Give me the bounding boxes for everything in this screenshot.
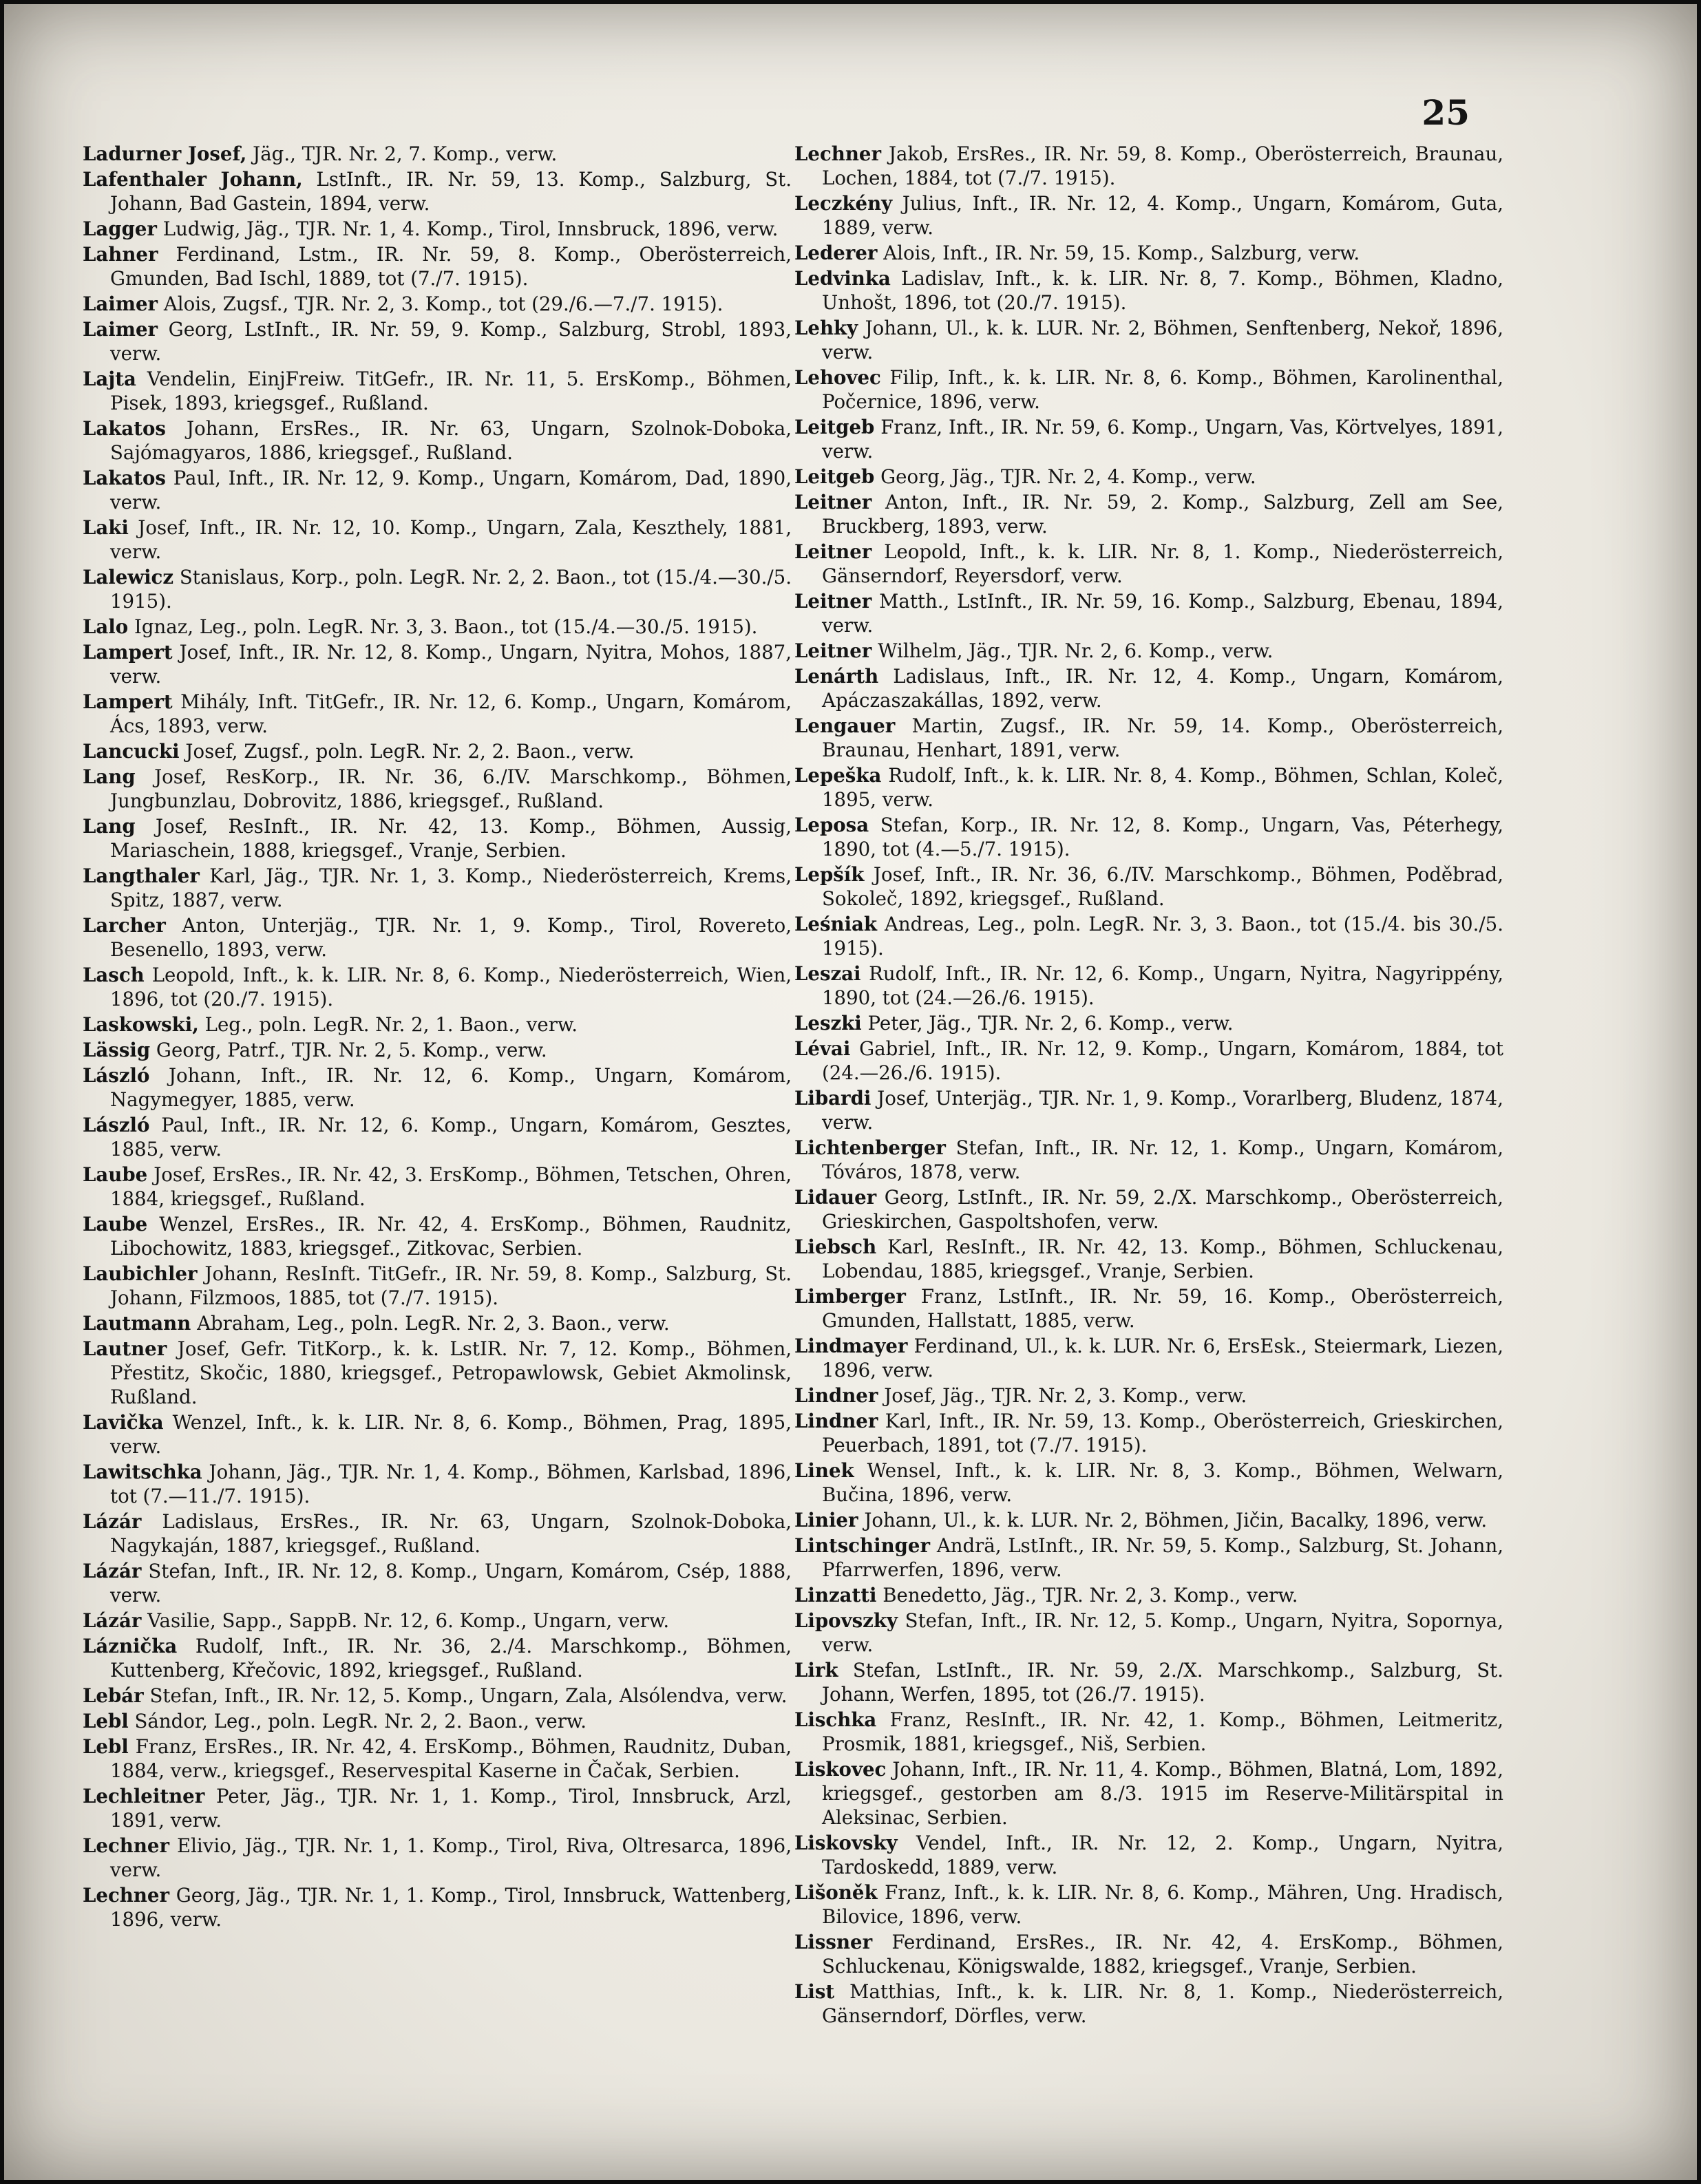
list-entry [794, 1235, 1503, 1283]
list-entry [83, 466, 792, 514]
entry-details: Josef, Inft., IR. Nr. 12, 10. Komp., Ungarn, Zala, Keszthely, 1881, verw. [110, 516, 792, 563]
list-entry [83, 292, 792, 316]
list-entry [83, 142, 792, 166]
list-entry [794, 1658, 1503, 1706]
left-column [83, 142, 792, 1933]
entry-details: Filip, Inft., k. k. LIR. Nr. 8, 6. Komp., Böhmen, Karolinenthal, Počernice, 1896, verw. [822, 366, 1503, 413]
list-entry [83, 963, 792, 1011]
list-entry [794, 1383, 1503, 1408]
list-entry [83, 615, 792, 639]
list-entry [794, 1284, 1503, 1333]
list-entry [83, 1559, 792, 1607]
entry-details: Johann, ErsRes., IR. Nr. 63, Ungarn, Szolnok-Doboka, Sajómagyaros, 1886, kriegsgef., Rußland. [110, 417, 792, 464]
list-entry [83, 1634, 792, 1682]
list-entry [83, 1684, 792, 1708]
entry-details: Rudolf, Inft., k. k. LIR. Nr. 8, 4. Komp., Böhmen, Schlan, Koleč, 1895, verw. [822, 764, 1503, 811]
entry-details: Benedetto, Jäg., TJR. Nr. 2, 3. Komp., verw. [883, 1584, 1298, 1607]
list-entry [83, 1038, 792, 1062]
entry-details: Franz, ErsRes., IR. Nr. 42, 4. ErsKomp., Böhmen, Raudnitz, Duban, 1884, verw., kriegsgef., Reservespital Kaserne in Čačak, Serbien. [110, 1735, 792, 1782]
list-entry [83, 739, 792, 763]
entry-surname: László [83, 1064, 150, 1087]
entry-surname: Limberger [794, 1285, 906, 1308]
list-entry [83, 1311, 792, 1335]
entry-surname: Lebl [83, 1710, 129, 1732]
entry-surname: Linek [794, 1459, 854, 1482]
entry-surname: Leczkény [794, 192, 893, 215]
entry-details: Stanislaus, Korp., poln. LegR. Nr. 2, 2. Baon., tot (15./4.—30./5. 1915). [110, 566, 792, 613]
entry-details: Alois, Zugsf., TJR. Nr. 2, 3. Komp., tot (29./6.—7./7. 1915). [163, 293, 723, 315]
entry-details: Stefan, Inft., IR. Nr. 12, 5. Komp., Ungarn, Zala, Alsólendva, verw. [149, 1684, 788, 1707]
entry-details: Jäg., TJR. Nr. 2, 7. Komp., verw. [253, 142, 558, 165]
entry-details: Wensel, Inft., k. k. LIR. Nr. 8, 3. Komp., Böhmen, Welwarn, Bučina, 1896, verw. [822, 1459, 1503, 1506]
list-entry [794, 763, 1503, 812]
list-entry [794, 316, 1503, 364]
entry-details: Vendel, Inft., IR. Nr. 12, 2. Komp., Ungarn, Nyitra, Tardoskedd, 1889, verw. [822, 1832, 1503, 1878]
list-entry [83, 913, 792, 962]
entry-details: Leg., poln. LegR. Nr. 2, 1. Baon., verw. [204, 1013, 578, 1036]
entry-details: Stefan, Inft., IR. Nr. 12, 5. Komp., Ungarn, Nyitra, Sopornya, verw. [822, 1609, 1503, 1656]
entry-details: Josef, ResInft., IR. Nr. 42, 13. Komp., Böhmen, Aussig, Mariaschein, 1888, kriegsgef., Vranje, Serbien. [110, 815, 792, 862]
entry-details: Josef, ResKorp., IR. Nr. 36, 6./IV. Marschkomp., Böhmen, Jungbunzlau, Dobrovitz, 1886, kriegsgef., Rußland. [110, 765, 792, 812]
entry-details: Franz, Inft., k. k. LIR. Nr. 8, 6. Komp., Mähren, Ung. Hradisch, Bilovice, 1896, verw. [822, 1881, 1503, 1928]
list-entry [794, 714, 1503, 762]
entry-details: Josef, Unterjäg., TJR. Nr. 1, 9. Komp., Vorarlberg, Bludenz, 1874, verw. [822, 1087, 1503, 1134]
list-entry [83, 765, 792, 813]
list-entry [794, 1757, 1503, 1830]
list-entry [794, 540, 1503, 588]
entry-details: Wilhelm, Jäg., TJR. Nr. 2, 6. Komp., verw. [878, 639, 1274, 662]
entry-details: Leopold, Inft., k. k. LIR. Nr. 8, 1. Komp., Niederösterreich, Gänserndorf, Reyersdorf, verw. [822, 540, 1503, 587]
list-entry [794, 1708, 1503, 1756]
entry-surname: Lichtenberger [794, 1136, 946, 1159]
entry-details: Wenzel, Inft., k. k. LIR. Nr. 8, 6. Komp., Böhmen, Prag, 1895, verw. [110, 1411, 792, 1458]
list-entry [794, 142, 1503, 190]
entry-surname: Laube [83, 1213, 148, 1236]
entry-details: Stefan, Korp., IR. Nr. 12, 8. Komp., Ungarn, Vas, Péterhegy, 1890, tot (4.—5./7. 1915). [822, 814, 1503, 860]
entry-surname: Leitgeb [794, 465, 875, 488]
entry-surname: Lengauer [794, 714, 896, 737]
list-entry [794, 862, 1503, 911]
entry-details: Wenzel, ErsRes., IR. Nr. 42, 4. ErsKomp., Böhmen, Raudnitz, Libochowitz, 1883, kriegsgef., Zitkovac, Serbien. [110, 1213, 792, 1260]
entry-details: Georg, Patrf., TJR. Nr. 2, 5. Komp., verw. [156, 1039, 547, 1061]
entry-surname: Laki [83, 516, 129, 539]
entry-details: Peter, Jäg., TJR. Nr. 2, 6. Komp., verw. [867, 1012, 1234, 1035]
entry-details: Josef, Gefr. TitKorp., k. k. LstIR. Nr. 7, 12. Komp., Böhmen, Přestitz, Skočic, 1880, kriegsgef., Petropawlowsk, Gebiet Akmolinsk, Rußland. [110, 1337, 792, 1408]
entry-surname: Laube [83, 1163, 148, 1186]
entry-surname: Lindner [794, 1410, 878, 1432]
entry-surname: Liskovec [794, 1758, 887, 1781]
list-entry [794, 664, 1503, 712]
list-entry [794, 639, 1503, 663]
entry-details: Johann, Inft., IR. Nr. 11, 4. Komp., Böhmen, Blatná, Lom, 1892, kriegsgef., gestorben am 8./3. 1915 im Reserve-Militärspital in Aleksinac, Serbien. [822, 1758, 1503, 1829]
entry-surname: Linier [794, 1509, 858, 1531]
list-entry [83, 1337, 792, 1409]
list-entry [794, 962, 1503, 1010]
list-entry [794, 1831, 1503, 1879]
entry-details: LstInft., IR. Nr. 59, 13. Komp., Salzburg, St. Johann, Bad Gastein, 1894, verw. [110, 168, 792, 215]
entry-surname: Lalo [83, 615, 129, 638]
entry-surname: List [794, 1980, 835, 2003]
entry-surname: Laskowski, [83, 1013, 199, 1036]
entry-details: Abraham, Leg., poln. LegR. Nr. 2, 3. Baon., verw. [197, 1312, 670, 1335]
entry-surname: Leitner [794, 590, 872, 613]
entry-surname: Larcher [83, 914, 166, 937]
entry-surname: Leitner [794, 639, 872, 662]
list-entry [83, 1709, 792, 1733]
list-entry [794, 1508, 1503, 1532]
list-entry [794, 912, 1503, 960]
entry-details: Sándor, Leg., poln. LegR. Nr. 2, 2. Baon., verw. [134, 1710, 587, 1732]
entry-surname: Lancucki [83, 740, 180, 763]
entry-details: Stefan, Inft., IR. Nr. 12, 8. Komp., Ungarn, Komárom, Csép, 1888, verw. [110, 1560, 792, 1607]
entry-surname: Leposa [794, 814, 869, 836]
entry-surname: Lischka [794, 1708, 877, 1731]
entry-surname: Lakatos [83, 417, 166, 440]
entry-surname: Liskovsky [794, 1832, 898, 1854]
entry-surname: Lechner [794, 142, 881, 165]
entry-surname: Leśniak [794, 913, 878, 935]
list-entry [794, 266, 1503, 315]
entry-details: Ferdinand, ErsRes., IR. Nr. 42, 4. ErsKomp., Böhmen, Schluckenau, Königswalde, 1882, kriegsgef., Vranje, Serbien. [822, 1931, 1503, 1978]
entry-details: Julius, Inft., IR. Nr. 12, 4. Komp., Ungarn, Komárom, Guta, 1889, verw. [822, 192, 1503, 239]
list-entry [83, 367, 792, 415]
entry-details: Georg, Jäg., TJR. Nr. 2, 4. Komp., verw. [880, 465, 1256, 488]
list-entry [83, 1609, 792, 1633]
entry-details: Josef, Zugsf., poln. LegR. Nr. 2, 2. Baon., verw. [185, 740, 635, 763]
entry-surname: Lehovec [794, 366, 881, 389]
entry-surname: Ladurner Josef, [83, 142, 247, 165]
list-entry [83, 1113, 792, 1161]
list-entry [83, 1735, 792, 1783]
list-entry [794, 1136, 1503, 1184]
list-entry [83, 1163, 792, 1211]
entry-surname: Leitgeb [794, 416, 875, 438]
list-entry [83, 1883, 792, 1931]
entry-details: Ladislav, Inft., k. k. LIR. Nr. 8, 7. Komp., Böhmen, Kladno, Unhošt, 1896, tot (20./7. 1915). [822, 267, 1503, 314]
entry-surname: Laimer [83, 318, 158, 341]
entry-details: Ladislaus, Inft., IR. Nr. 12, 4. Komp., Ungarn, Komárom, Apáczaszakállas, 1892, verw. [822, 665, 1503, 712]
entry-details: Vasilie, Sapp., SappB. Nr. 12, 6. Komp., Ungarn, verw. [147, 1609, 670, 1632]
entry-details: Paul, Inft., IR. Nr. 12, 9. Komp., Ungarn, Komárom, Dad, 1890, verw. [110, 467, 792, 513]
list-entry [83, 1262, 792, 1310]
entry-details: Paul, Inft., IR. Nr. 12, 6. Komp., Ungarn, Komárom, Gesztes, 1885, verw. [110, 1114, 792, 1160]
entry-details: Leopold, Inft., k. k. LIR. Nr. 8, 6. Komp., Niederösterreich, Wien, 1896, tot (20./7. 1915). [110, 964, 792, 1010]
entry-surname: Laubichler [83, 1262, 198, 1285]
entry-details: Karl, Inft., IR. Nr. 59, 13. Komp., Oberösterreich, Grieskirchen, Peuerbach, 1891, tot (7./7. 1915). [822, 1410, 1503, 1456]
entry-surname: Lenárth [794, 665, 879, 688]
entry-details: Franz, Inft., IR. Nr. 59, 6. Komp., Ungarn, Vas, Körtvelyes, 1891, verw. [822, 416, 1503, 463]
entry-surname: Lässig [83, 1039, 151, 1061]
list-entry [794, 1609, 1503, 1657]
list-entry [794, 1011, 1503, 1035]
list-entry [83, 317, 792, 365]
entry-surname: Lévai [794, 1037, 851, 1060]
entry-surname: Lang [83, 765, 136, 788]
list-entry [83, 167, 792, 215]
list-entry [794, 1534, 1503, 1582]
entry-surname: Langthaler [83, 865, 200, 887]
entry-surname: Lišoněk [794, 1881, 878, 1904]
entry-surname: Lalewicz [83, 566, 174, 589]
entry-details: Rudolf, Inft., IR. Nr. 12, 6. Komp., Ungarn, Nyitra, Nagyrippény, 1890, tot (24.—26./6. 1915). [822, 962, 1503, 1009]
entry-surname: Lepeška [794, 764, 882, 787]
list-entry [83, 516, 792, 564]
entry-details: Rudolf, Inft., IR. Nr. 36, 2./4. Marschkomp., Böhmen, Kuttenberg, Křečovic, 1892, kriegsgef., Rußland. [110, 1635, 792, 1682]
entry-surname: Leszai [794, 962, 861, 985]
entry-surname: Lidauer [794, 1186, 877, 1209]
entry-details: Georg, Jäg., TJR. Nr. 1, 1. Komp., Tirol, Innsbruck, Wattenberg, 1896, verw. [110, 1884, 792, 1931]
entry-details: Josef, ErsRes., IR. Nr. 42, 3. ErsKomp., Böhmen, Tetschen, Ohren, 1884, kriegsgef., Rußland. [110, 1163, 792, 1210]
list-entry [794, 813, 1503, 861]
entry-details: Jakob, ErsRes., IR. Nr. 59, 8. Komp., Oberösterreich, Braunau, Lochen, 1884, tot (7./7. 1915). [822, 142, 1503, 189]
list-entry [83, 242, 792, 290]
list-entry [794, 1409, 1503, 1457]
entry-surname: Lázár [83, 1609, 142, 1632]
entry-surname: Lázár [83, 1560, 142, 1582]
entry-surname: Leitner [794, 540, 872, 563]
list-entry [794, 1880, 1503, 1929]
entry-surname: Laimer [83, 293, 158, 315]
entry-details: Johann, Inft., IR. Nr. 12, 6. Komp., Ungarn, Komárom, Nagymegyer, 1885, verw. [110, 1064, 792, 1111]
list-entry [794, 490, 1503, 538]
list-entry [794, 365, 1503, 414]
entry-surname: László [83, 1114, 150, 1136]
entry-surname: Ledvinka [794, 267, 891, 290]
entry-surname: Lasch [83, 964, 145, 986]
entry-details: Johann, Ul., k. k. LUR. Nr. 2, Böhmen, Senftenberg, Nekoř, 1896, verw. [822, 317, 1503, 363]
list-entry [83, 1063, 792, 1112]
list-entry [83, 814, 792, 862]
list-entry [83, 1509, 792, 1558]
list-entry [83, 690, 792, 738]
list-entry [83, 640, 792, 688]
entry-surname: Lahner [83, 243, 158, 266]
entry-details: Franz, LstInft., IR. Nr. 59, 16. Komp., Oberösterreich, Gmunden, Hallstatt, 1885, verw. [822, 1285, 1503, 1332]
entry-details: Anton, Unterjäg., TJR. Nr. 1, 9. Komp., Tirol, Rovereto, Besenello, 1893, verw. [110, 914, 792, 961]
entry-details: Johann, Ul., k. k. LUR. Nr. 2, Böhmen, Jičin, Bacalky, 1896, verw. [864, 1509, 1488, 1531]
entry-details: Matthias, Inft., k. k. LIR. Nr. 8, 1. Komp., Niederösterreich, Gänserndorf, Dörfles, verw. [822, 1980, 1503, 2027]
list-entry [83, 1784, 792, 1832]
list-entry [83, 1410, 792, 1459]
entry-details: Stefan, LstInft., IR. Nr. 59, 2./X. Marschkomp., Salzburg, St. Johann, Werfen, 1895, tot (26./7. 1915). [822, 1659, 1503, 1706]
entry-details: Johann, ResInft. TitGefr., IR. Nr. 59, 8. Komp., Salzburg, St. Johann, Filzmoos, 1885, tot (7./7. 1915). [110, 1262, 792, 1309]
list-entry [794, 1037, 1503, 1085]
entry-surname: Lepšík [794, 863, 865, 886]
entry-details: Karl, ResInft., IR. Nr. 42, 13. Komp., Böhmen, Schluckenau, Lobendau, 1885, kriegsgef., Vranje, Serbien. [822, 1236, 1503, 1282]
entry-details: Ludwig, Jäg., TJR. Nr. 1, 4. Komp., Tirol, Innsbruck, 1896, verw. [162, 218, 779, 240]
entry-surname: Lajta [83, 368, 136, 390]
entry-details: Stefan, Inft., IR. Nr. 12, 1. Komp., Ungarn, Komárom, Tóváros, 1878, verw. [822, 1136, 1503, 1183]
entry-details: Franz, ResInft., IR. Nr. 42, 1. Komp., Böhmen, Leitmeritz, Prosmik, 1881, kriegsgef., Niš, Serbien. [822, 1708, 1503, 1755]
list-entry [83, 217, 792, 241]
entry-surname: Lebl [83, 1735, 129, 1758]
list-entry [794, 415, 1503, 463]
entry-details: Matth., LstInft., IR. Nr. 59, 16. Komp., Salzburg, Ebenau, 1894, verw. [822, 590, 1503, 637]
entry-surname: Lampert [83, 641, 173, 664]
entry-details: Georg, LstInft., IR. Nr. 59, 9. Komp., Salzburg, Strobl, 1893, verw. [110, 318, 792, 365]
entry-surname: Lavička [83, 1411, 164, 1434]
list-entry [794, 1980, 1503, 2028]
list-entry [83, 864, 792, 912]
entry-details: Josef, Jäg., TJR. Nr. 2, 3. Komp., verw. [884, 1384, 1247, 1407]
list-entry [794, 241, 1503, 265]
entry-details: Karl, Jäg., TJR. Nr. 1, 3. Komp., Niederösterreich, Krems, Spitz, 1887, verw. [110, 865, 792, 911]
list-entry [83, 416, 792, 465]
entry-details: Josef, Inft., IR. Nr. 36, 6./IV. Marschkomp., Böhmen, Poděbrad, Sokoleč, 1892, kriegsgef., Rußland. [822, 863, 1503, 910]
right-column [794, 142, 1503, 2029]
entry-surname: Lissner [794, 1931, 873, 1953]
entry-surname: Lindner [794, 1384, 878, 1407]
list-entry [794, 1930, 1503, 1978]
list-entry [794, 1334, 1503, 1382]
entry-details: Anton, Inft., IR. Nr. 59, 2. Komp., Salzburg, Zell am See, Bruckberg, 1893, verw. [822, 491, 1503, 538]
entry-surname: Lawitschka [83, 1461, 202, 1483]
entry-details: Andreas, Leg., poln. LegR. Nr. 3, 3. Baon., tot (15./4. bis 30./5. 1915). [822, 913, 1503, 960]
entry-surname: Lampert [83, 690, 173, 713]
list-entry [794, 465, 1503, 489]
entry-details: Johann, Jäg., TJR. Nr. 1, 4. Komp., Böhmen, Karlsbad, 1896, tot (7.—11./7. 1915). [110, 1461, 792, 1507]
entry-surname: Lintschinger [794, 1534, 931, 1557]
entry-details: Ferdinand, Lstm., IR. Nr. 59, 8. Komp., Oberösterreich, Gmunden, Bad Ischl, 1889, tot (7./7. 1915). [110, 243, 792, 290]
entry-details: Gabriel, Inft., IR. Nr. 12, 9. Komp., Ungarn, Komárom, 1884, tot (24.—26./6. 1915). [822, 1037, 1503, 1084]
list-entry [83, 1013, 792, 1037]
entry-surname: Lagger [83, 218, 157, 240]
entry-surname: Libardi [794, 1087, 871, 1110]
list-entry [83, 565, 792, 613]
entry-details: Ignaz, Leg., poln. LegR. Nr. 3, 3. Baon., tot (15./4.—30./5. 1915). [134, 615, 758, 638]
entry-surname: Lechner [83, 1884, 169, 1907]
list-entry [794, 1185, 1503, 1233]
entry-details: Alois, Inft., IR. Nr. 59, 15. Komp., Salzburg, verw. [883, 242, 1360, 264]
book-page [4, 4, 1697, 2180]
list-entry [83, 1212, 792, 1260]
entry-details: Georg, LstInft., IR. Nr. 59, 2./X. Marschkomp., Oberösterreich, Grieskirchen, Gaspoltshofen, verw. [822, 1186, 1503, 1233]
list-entry [83, 1834, 792, 1882]
entry-details: Ferdinand, Ul., k. k. LUR. Nr. 6, ErsEsk., Steiermark, Liezen, 1896, verw. [822, 1335, 1503, 1381]
entry-surname: Lehky [794, 317, 858, 339]
entry-surname: Lautmann [83, 1312, 191, 1335]
entry-surname: Lakatos [83, 467, 166, 489]
list-entry [794, 1086, 1503, 1134]
entry-surname: Lautner [83, 1337, 167, 1360]
entry-surname: Lebár [83, 1684, 144, 1707]
list-entry [83, 1460, 792, 1508]
list-entry [794, 1583, 1503, 1607]
entry-surname: Lirk [794, 1659, 838, 1682]
entry-surname: Lindmayer [794, 1335, 908, 1357]
page-number: 25 [1422, 92, 1470, 133]
entry-details: Andrä, LstInft., IR. Nr. 59, 5. Komp., Salzburg, St. Johann, Pfarrwerfen, 1896, verw. [822, 1534, 1503, 1581]
entry-details: Mihály, Inft. TitGefr., IR. Nr. 12, 6. Komp., Ungarn, Komárom, Ács, 1893, verw. [110, 690, 792, 737]
entry-surname: Lázár [83, 1510, 142, 1533]
list-entry [794, 191, 1503, 240]
entry-surname: Lechleitner [83, 1785, 205, 1807]
entry-details: Ladislaus, ErsRes., IR. Nr. 63, Ungarn, Szolnok-Doboka, Nagykaján, 1887, kriegsgef., Rußland. [110, 1510, 792, 1557]
entry-details: Josef, Inft., IR. Nr. 12, 8. Komp., Ungarn, Nyitra, Mohos, 1887, verw. [110, 641, 792, 688]
entry-surname: Lechner [83, 1834, 169, 1857]
list-entry [794, 589, 1503, 637]
entry-details: Martin, Zugsf., IR. Nr. 59, 14. Komp., Oberösterreich, Braunau, Henhart, 1891, verw. [822, 714, 1503, 761]
entry-surname: Liebsch [794, 1236, 877, 1258]
entry-surname: Lipovszky [794, 1609, 898, 1632]
list-entry [794, 1459, 1503, 1507]
entry-surname: Linzatti [794, 1584, 877, 1607]
entry-surname: Láznička [83, 1635, 178, 1657]
entry-details: Vendelin, EinjFreiw. TitGefr., IR. Nr. 11, 5. ErsKomp., Böhmen, Pisek, 1893, kriegsgef., Rußland. [110, 368, 792, 414]
entry-surname: Lafenthaler Johann, [83, 168, 303, 191]
entry-surname: Leszki [794, 1012, 862, 1035]
entry-details: Peter, Jäg., TJR. Nr. 1, 1. Komp., Tirol, Innsbruck, Arzl, 1891, verw. [110, 1785, 792, 1832]
entry-surname: Lang [83, 815, 136, 838]
entry-surname: Leitner [794, 491, 872, 513]
entry-details: Elivio, Jäg., TJR. Nr. 1, 1. Komp., Tirol, Riva, Oltresarca, 1896, verw. [110, 1834, 792, 1881]
entry-surname: Lederer [794, 242, 878, 264]
